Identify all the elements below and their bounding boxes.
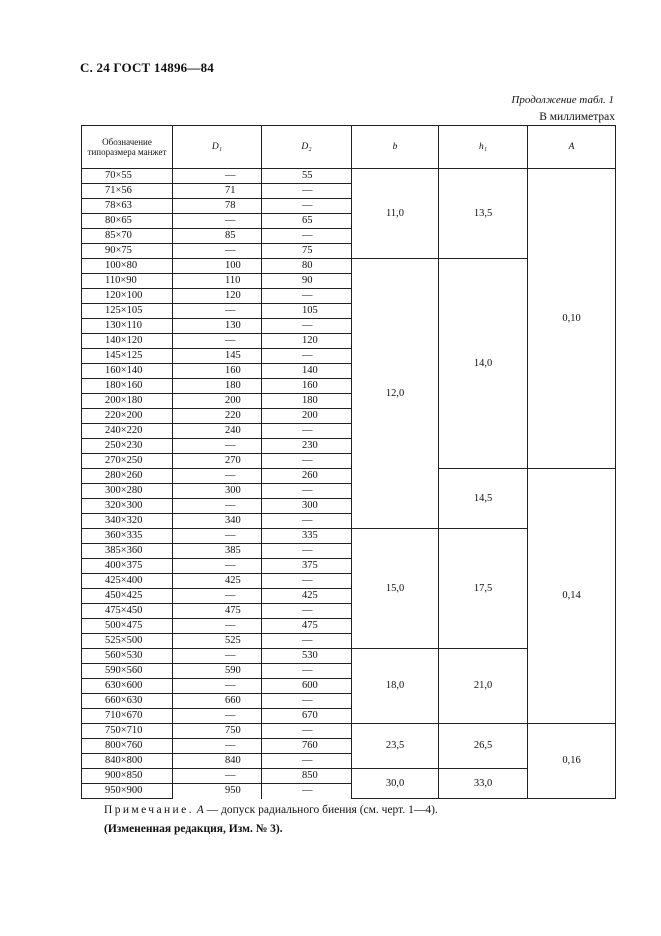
- d2-cell: 160: [262, 379, 352, 394]
- d1-cell: —: [173, 769, 262, 784]
- header-designation: Обозначение типоразмера манжет: [82, 126, 173, 169]
- designation-cell: 200×180: [82, 394, 173, 409]
- d1-cell: —: [173, 304, 262, 319]
- designation-cell: 140×120: [82, 334, 173, 349]
- designation-cell: 90×75: [82, 244, 173, 259]
- designation-cell: 250×230: [82, 439, 173, 454]
- designation-cell: 145×125: [82, 349, 173, 364]
- d1-cell: 340: [173, 514, 262, 529]
- d1-cell: —: [173, 619, 262, 634]
- d2-cell: 55: [262, 169, 352, 184]
- d2-cell: —: [262, 634, 352, 649]
- d1-cell: —: [173, 469, 262, 484]
- table-row: [82, 724, 616, 739]
- d2-cell: —: [262, 424, 352, 439]
- note-text: — допуск радиального биения (см. черт. 1—4).: [203, 804, 438, 816]
- designation-cell: 500×475: [82, 619, 173, 634]
- designation-cell: 100×80: [82, 259, 173, 274]
- d1-cell: 950: [173, 784, 262, 799]
- d1-cell: 590: [173, 664, 262, 679]
- d2-cell: 90: [262, 274, 352, 289]
- designation-cell: 360×335: [82, 529, 173, 544]
- designation-cell: 300×280: [82, 484, 173, 499]
- d2-cell: —: [262, 514, 352, 529]
- d2-cell: —: [262, 544, 352, 559]
- edition-note: (Измененная редакция, Изм. № 3).: [104, 823, 283, 835]
- h1-cell: 13,5: [439, 169, 528, 259]
- h1-cell: 26,5: [439, 724, 528, 769]
- b-cell: 30,0: [352, 769, 439, 799]
- header-a: A: [528, 126, 616, 169]
- designation-cell: 130×110: [82, 319, 173, 334]
- d2-cell: —: [262, 724, 352, 739]
- designation-cell: 385×360: [82, 544, 173, 559]
- designation-cell: 840×800: [82, 754, 173, 769]
- table-note: [104, 804, 438, 816]
- designation-cell: 630×600: [82, 679, 173, 694]
- d2-cell: 140: [262, 364, 352, 379]
- d2-cell: 670: [262, 709, 352, 724]
- header-h1: h₁: [439, 126, 528, 169]
- b-cell: 11,0: [352, 169, 439, 259]
- d1-cell: 85: [173, 229, 262, 244]
- d2-cell: 530: [262, 649, 352, 664]
- d1-cell: —: [173, 739, 262, 754]
- d2-cell: —: [262, 319, 352, 334]
- designation-cell: 340×320: [82, 514, 173, 529]
- designation-cell: 475×450: [82, 604, 173, 619]
- d1-cell: 120: [173, 289, 262, 304]
- h1-cell: 21,0: [439, 649, 528, 724]
- d2-cell: 600: [262, 679, 352, 694]
- d2-cell: —: [262, 484, 352, 499]
- d1-cell: 160: [173, 364, 262, 379]
- table-header-row: [82, 126, 616, 169]
- designation-cell: 70×55: [82, 169, 173, 184]
- d1-cell: —: [173, 589, 262, 604]
- designation-cell: 180×160: [82, 379, 173, 394]
- designation-cell: 525×500: [82, 634, 173, 649]
- d1-cell: —: [173, 244, 262, 259]
- d1-cell: 240: [173, 424, 262, 439]
- d1-cell: 71: [173, 184, 262, 199]
- h1-cell: 14,5: [439, 469, 528, 529]
- designation-cell: 900×850: [82, 769, 173, 784]
- dimensions-table: [81, 125, 616, 799]
- d1-cell: 145: [173, 349, 262, 364]
- d1-cell: —: [173, 559, 262, 574]
- designation-cell: 660×630: [82, 694, 173, 709]
- d2-cell: —: [262, 784, 352, 799]
- d2-cell: 75: [262, 244, 352, 259]
- designation-cell: 85×70: [82, 229, 173, 244]
- d2-cell: 375: [262, 559, 352, 574]
- d1-cell: 100: [173, 259, 262, 274]
- d1-cell: —: [173, 214, 262, 229]
- d2-cell: 335: [262, 529, 352, 544]
- table-continuation-label: Продолжение табл. 1: [511, 94, 614, 106]
- designation-cell: 950×900: [82, 784, 173, 799]
- d2-cell: —: [262, 754, 352, 769]
- designation-cell: 800×760: [82, 739, 173, 754]
- b-cell: 12,0: [352, 259, 439, 529]
- d1-cell: 475: [173, 604, 262, 619]
- designation-cell: 425×400: [82, 574, 173, 589]
- d1-cell: 270: [173, 454, 262, 469]
- d1-cell: —: [173, 439, 262, 454]
- d1-cell: 840: [173, 754, 262, 769]
- d2-cell: 260: [262, 469, 352, 484]
- d2-cell: —: [262, 349, 352, 364]
- d2-cell: 475: [262, 619, 352, 634]
- designation-cell: 71×56: [82, 184, 173, 199]
- d2-cell: —: [262, 604, 352, 619]
- d2-cell: —: [262, 454, 352, 469]
- designation-cell: 590×560: [82, 664, 173, 679]
- d1-cell: 200: [173, 394, 262, 409]
- designation-cell: 120×100: [82, 289, 173, 304]
- d1-cell: 425: [173, 574, 262, 589]
- d1-cell: 130: [173, 319, 262, 334]
- note-symbol: A: [196, 804, 204, 816]
- designation-cell: 560×530: [82, 649, 173, 664]
- table-row: [82, 469, 616, 484]
- b-cell: 18,0: [352, 649, 439, 724]
- a-cell: 0,10: [528, 169, 616, 469]
- designation-cell: 240×220: [82, 424, 173, 439]
- designation-cell: 400×375: [82, 559, 173, 574]
- h1-cell: 14,0: [439, 259, 528, 469]
- d1-cell: —: [173, 169, 262, 184]
- d2-cell: —: [262, 184, 352, 199]
- d2-cell: 300: [262, 499, 352, 514]
- designation-cell: 125×105: [82, 304, 173, 319]
- d1-cell: 525: [173, 634, 262, 649]
- d1-cell: —: [173, 679, 262, 694]
- d2-cell: 760: [262, 739, 352, 754]
- d2-cell: —: [262, 694, 352, 709]
- header-d1: D₁: [173, 126, 262, 169]
- d2-cell: 80: [262, 259, 352, 274]
- d1-cell: 750: [173, 724, 262, 739]
- d1-cell: —: [173, 649, 262, 664]
- d2-cell: 230: [262, 439, 352, 454]
- d1-cell: 220: [173, 409, 262, 424]
- designation-cell: 280×260: [82, 469, 173, 484]
- d2-cell: —: [262, 199, 352, 214]
- units-label: В миллиметрах: [539, 111, 615, 123]
- d1-cell: 78: [173, 199, 262, 214]
- d2-cell: 200: [262, 409, 352, 424]
- d2-cell: 105: [262, 304, 352, 319]
- designation-cell: 110×90: [82, 274, 173, 289]
- d2-cell: —: [262, 229, 352, 244]
- designation-cell: 320×300: [82, 499, 173, 514]
- table-row: [82, 169, 616, 184]
- designation-cell: 220×200: [82, 409, 173, 424]
- h1-cell: 33,0: [439, 769, 528, 799]
- d2-cell: 180: [262, 394, 352, 409]
- d1-cell: —: [173, 529, 262, 544]
- a-cell: 0,16: [528, 724, 616, 799]
- h1-cell: 17,5: [439, 529, 528, 649]
- d2-cell: 65: [262, 214, 352, 229]
- note-label: Примечание.: [104, 804, 194, 816]
- d1-cell: —: [173, 709, 262, 724]
- page-header: С. 24 ГОСТ 14896—84: [80, 60, 214, 75]
- table-body: [82, 169, 616, 799]
- d1-cell: 110: [173, 274, 262, 289]
- d2-cell: —: [262, 289, 352, 304]
- header-d2: D₂: [262, 126, 352, 169]
- designation-cell: 750×710: [82, 724, 173, 739]
- d2-cell: 120: [262, 334, 352, 349]
- d1-cell: 660: [173, 694, 262, 709]
- b-cell: 23,5: [352, 724, 439, 769]
- b-cell: 15,0: [352, 529, 439, 649]
- d1-cell: —: [173, 499, 262, 514]
- a-cell: 0,14: [528, 469, 616, 724]
- designation-cell: 80×65: [82, 214, 173, 229]
- d2-cell: —: [262, 574, 352, 589]
- header-b: b: [352, 126, 439, 169]
- designation-cell: 450×425: [82, 589, 173, 604]
- d2-cell: —: [262, 664, 352, 679]
- designation-cell: 710×670: [82, 709, 173, 724]
- designation-cell: 270×250: [82, 454, 173, 469]
- d2-cell: 850: [262, 769, 352, 784]
- d1-cell: —: [173, 334, 262, 349]
- d2-cell: 425: [262, 589, 352, 604]
- d1-cell: 300: [173, 484, 262, 499]
- d1-cell: 385: [173, 544, 262, 559]
- d1-cell: 180: [173, 379, 262, 394]
- designation-cell: 160×140: [82, 364, 173, 379]
- designation-cell: 78×63: [82, 199, 173, 214]
